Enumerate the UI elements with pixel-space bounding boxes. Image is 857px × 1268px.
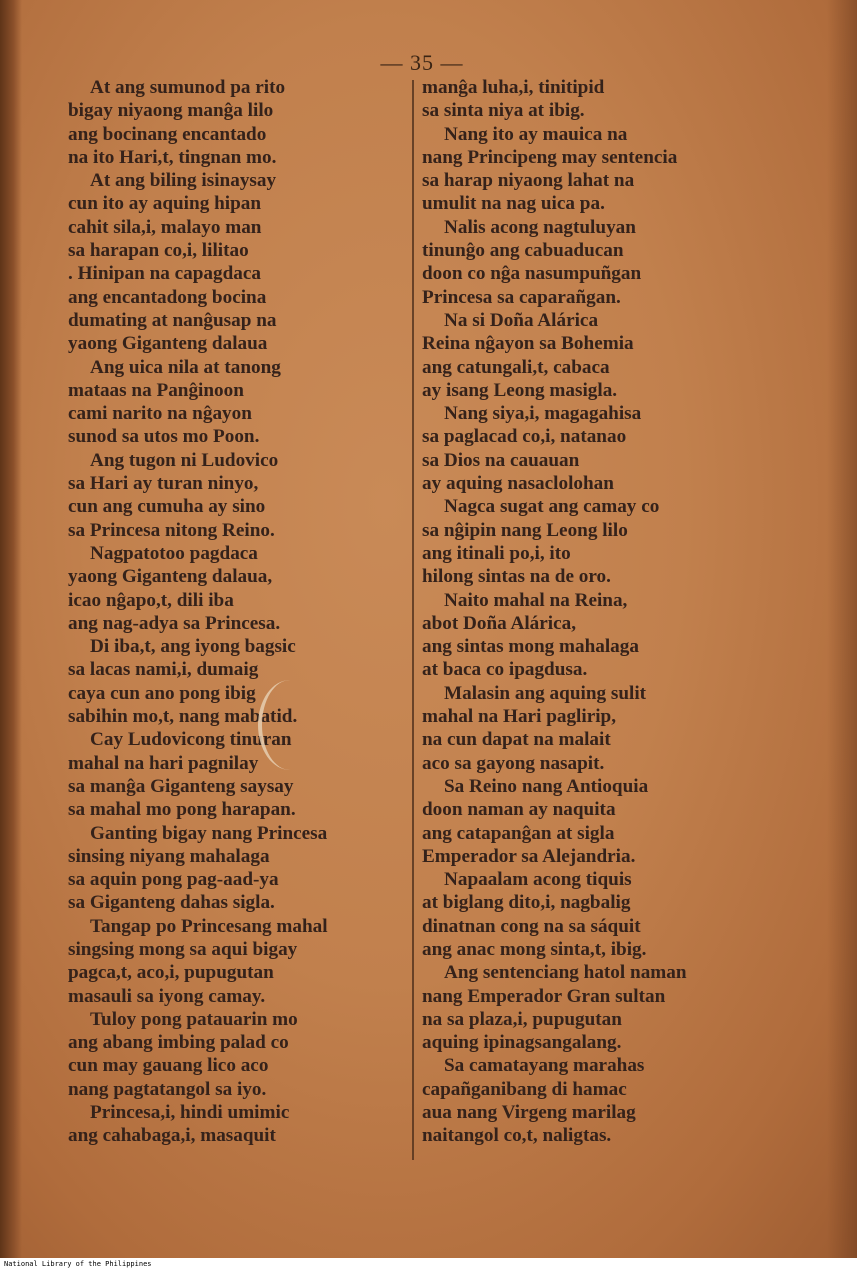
verse-line: Sa Reino nang Antioquia xyxy=(444,775,649,797)
verse-line: Tuloy pong patauarin mo xyxy=(90,1008,298,1030)
verse-line: sa manĝa Giganteng saysay xyxy=(68,775,294,797)
verse-line: Napaalam acong tiquis xyxy=(444,869,632,891)
verse-line: sa Princesa nitong Reino. xyxy=(68,519,275,541)
verse-line: capañganibang di hamac xyxy=(422,1078,627,1100)
verse-line: nang Principeng may sentencia xyxy=(422,146,678,168)
verse-line: mahal na hari pagnilay xyxy=(68,752,259,774)
verse-line: sa lacas nami,i, dumaig xyxy=(68,659,259,681)
verse-line: sa harapan co,i, lilitao xyxy=(68,240,249,262)
verse-line: doon naman ay naquita xyxy=(422,799,616,821)
page-number: — 35 — xyxy=(380,50,464,75)
right-text-column xyxy=(422,76,822,1148)
verse-line: abot Doña Alárica, xyxy=(422,612,577,634)
verse-line: sa nĝipin nang Leong lilo xyxy=(422,519,628,541)
verse-line: Di iba,t, ang iyong bagsic xyxy=(90,636,296,658)
verse-line: icao nĝapo,t, dili iba xyxy=(68,589,234,611)
verse-line: Princesa,i, hindi umimic xyxy=(90,1102,290,1124)
verse-line: At ang sumunod pa rito xyxy=(90,77,286,98)
verse-line: dinatnan cong na sa sáquit xyxy=(422,915,641,937)
verse-line: sa sinta niya at ibig. xyxy=(422,100,585,122)
verse-line: Emperador sa Alejandria. xyxy=(422,845,636,867)
verse-line: sa Giganteng dahas sigla. xyxy=(68,892,275,914)
verse-line: sinsing niyang mahalaga xyxy=(68,845,270,867)
verse-line: Nalis acong nagtuluyan xyxy=(444,216,636,238)
verse-line: doon co nĝa nasumpuñgan xyxy=(422,263,642,285)
paper-crease-mark xyxy=(258,680,322,770)
verse-line: Nagca sugat ang camay co xyxy=(444,496,660,518)
verse-line: cun ito ay aquing hipan xyxy=(68,193,262,215)
verse-line: . Hinipan na capagdaca xyxy=(68,263,261,285)
verse-line: Ang tugon ni Ludovico xyxy=(90,449,279,471)
left-text-column xyxy=(68,76,408,1148)
verse-line: masauli sa iyong camay. xyxy=(68,985,266,1007)
verse-line: Nagpatotoo pagdaca xyxy=(90,542,258,564)
verse-line: ang itinali po,i, ito xyxy=(422,542,571,564)
verse-line: na sa plaza,i, pupugutan xyxy=(422,1008,622,1030)
verse-line: mahal na Hari paglirip, xyxy=(422,706,617,728)
verse-line: bigay niyaong manĝa lilo xyxy=(68,100,274,122)
verse-line: yaong Giganteng dalaua, xyxy=(68,566,273,588)
verse-line: aua nang Virgeng marilag xyxy=(422,1102,636,1124)
verse-line: hilong sintas na de oro. xyxy=(422,566,611,588)
verse-line: sa paglacad co,i, natanao xyxy=(422,426,627,448)
verse-line: ang abang imbing palad co xyxy=(68,1032,289,1054)
verse-line: sa harap niyaong lahat na xyxy=(422,170,635,192)
verse-line: nang Emperador Gran sultan xyxy=(422,985,666,1007)
verse-line: pagca,t, aco,i, pupugutan xyxy=(68,962,274,984)
verse-line: singsing mong sa aqui bigay xyxy=(68,938,298,960)
verse-line: at biglang dito,i, nagbalig xyxy=(422,892,631,914)
verse-line: mataas na Panĝinoon xyxy=(68,379,244,401)
verse-line: ay aquing nasaclolohan xyxy=(422,473,614,495)
verse-line: manĝa luha,i, tinitipid xyxy=(422,77,605,98)
verse-line: At ang biling isinaysay xyxy=(90,170,277,192)
verse-line: Nang siya,i, magagahisa xyxy=(444,403,642,425)
verse-line: cun ang cumuha ay sino xyxy=(68,496,266,518)
verse-line: cahit sila,i, malayo man xyxy=(68,216,262,238)
verse-line: Ang uica nila at tanong xyxy=(90,356,281,378)
verse-line: Reina nĝayon sa Bohemia xyxy=(422,333,634,355)
verse-line: Na si Doña Alárica xyxy=(444,309,599,331)
verse-line: sa Dios na cauauan xyxy=(422,449,580,471)
verse-line: sa mahal mo pong harapan. xyxy=(68,799,296,821)
verse-line: na ito Hari,t, tingnan mo. xyxy=(68,146,277,168)
verse-line: Princesa sa caparañgan. xyxy=(422,286,621,308)
verse-line: at baca co ipagdusa. xyxy=(422,659,588,681)
verse-line: Nang ito ay mauica na xyxy=(444,123,628,145)
verse-line: ang bocinang encantado xyxy=(68,123,267,145)
verse-line: cun may gauang lico aco xyxy=(68,1055,269,1077)
verse-line: Malasin ang aquing sulit xyxy=(444,682,647,704)
column-divider xyxy=(412,80,414,1160)
verse-line: umulit na nag uica pa. xyxy=(422,193,605,215)
verse-line: dumating at nanĝusap na xyxy=(68,309,277,331)
verse-line: yaong Giganteng dalaua xyxy=(68,333,268,355)
verse-line: ang encantadong bocina xyxy=(68,286,267,308)
verse-line: naitangol co,t, naligtas. xyxy=(422,1125,612,1147)
verse-line: Ganting bigay nang Princesa xyxy=(90,822,328,844)
verse-line: Tangap po Princesang mahal xyxy=(90,915,328,937)
verse-line: sabihin mo,t, nang mabatid. xyxy=(68,706,298,728)
verse-line: na cun dapat na malait xyxy=(422,729,611,751)
verse-line: caya cun ano pong ibig xyxy=(68,682,256,704)
verse-line: Sa camatayang marahas xyxy=(444,1055,645,1077)
verse-line: sunod sa utos mo Poon. xyxy=(68,426,260,448)
verse-line: aco sa gayong nasapit. xyxy=(422,752,605,774)
verse-line: nang pagtatangol sa iyo. xyxy=(68,1078,267,1100)
verse-line: Cay Ludovicong tinuran xyxy=(90,729,292,751)
verse-line: aquing ipinagsangalang. xyxy=(422,1032,622,1054)
verse-line: ang catapanĝan at sigla xyxy=(422,822,615,844)
verse-line: sa Hari ay turan ninyo, xyxy=(68,473,259,495)
verse-line: ang sintas mong mahalaga xyxy=(422,636,639,658)
verse-line: Ang sentenciang hatol naman xyxy=(444,962,687,984)
verse-line: sa aquin pong pag-aad-ya xyxy=(68,869,279,891)
verse-line: ang nag-adya sa Princesa. xyxy=(68,612,281,634)
verse-line: Naito mahal na Reina, xyxy=(444,589,628,611)
verse-line: ang cahabaga,i, masaquit xyxy=(68,1125,276,1147)
verse-line: ay isang Leong masigla. xyxy=(422,379,618,401)
verse-line: cami narito na nĝayon xyxy=(68,403,252,425)
verse-line: ang catungali,t, cabaca xyxy=(422,356,610,378)
verse-line: tinunĝo ang cabuaducan xyxy=(422,240,624,262)
library-credit: National Library of the Philippines xyxy=(4,1260,152,1268)
verse-line: ang anac mong sinta,t, ibig. xyxy=(422,938,647,960)
